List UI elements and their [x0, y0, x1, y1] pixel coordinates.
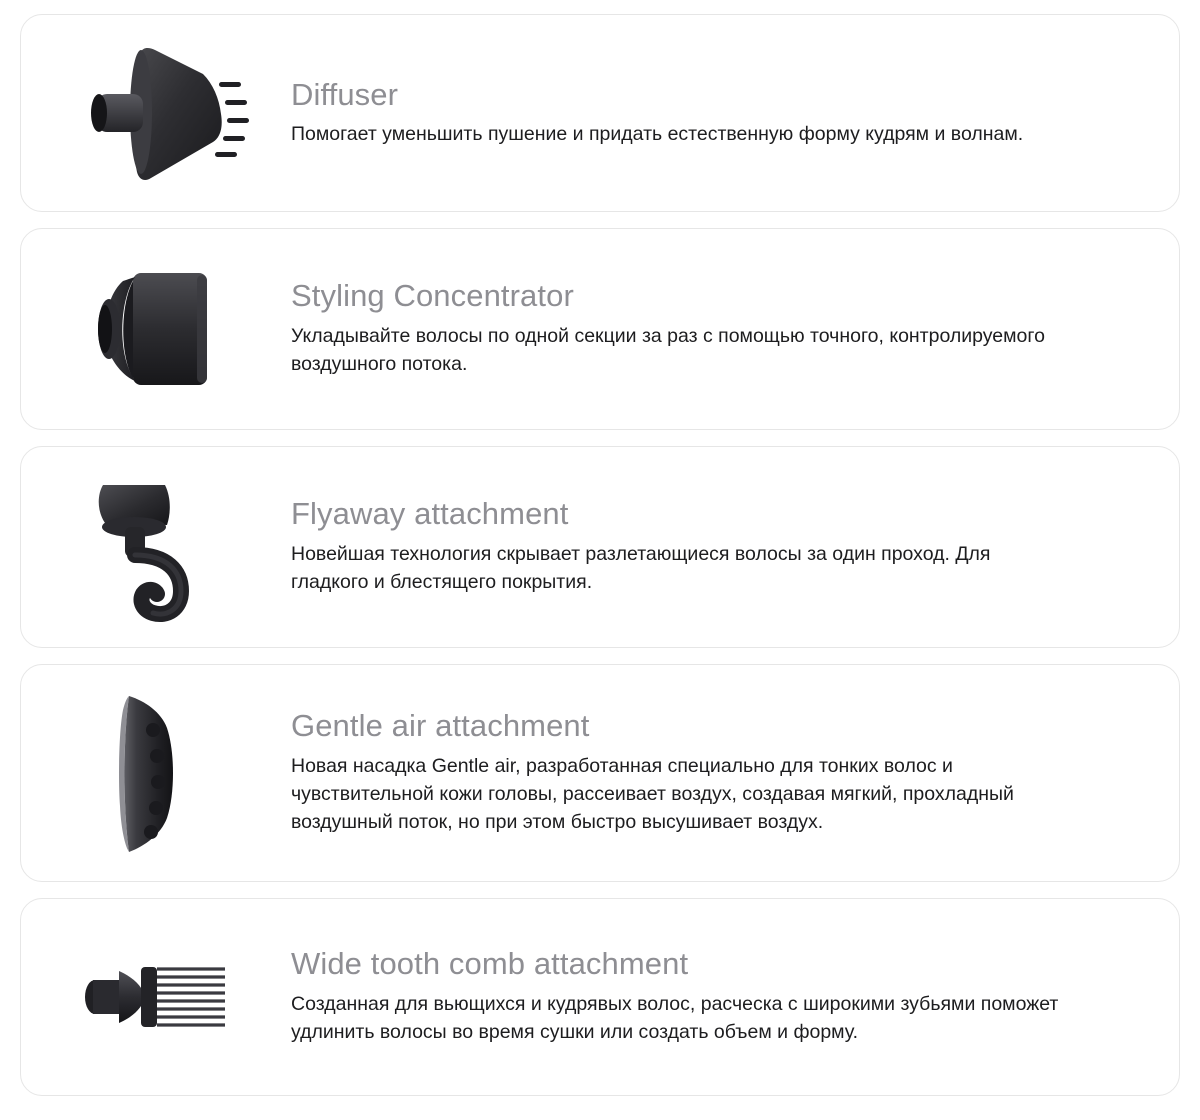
attachment-description: Новая насадка Gentle air, разработанная специально для тонких волос и чувствительной кожи головы, рассеивает воздух, создавая мягкий, прохладный воздушный поток, но при этом быстро высушивает воздух.: [291, 754, 1014, 834]
attachment-image-flyaway: [39, 467, 291, 627]
attachment-description: Помогает уменьшить пушение и придать естественную форму кудрям и волнам.: [291, 123, 1024, 146]
diffuser-attachment-icon: [75, 38, 255, 188]
attachment-description: Созданная для вьющихся и кудрявых волос, расческа с широкими зубьями поможет удлинить волосы во время сушки или создать объем и форму.: [291, 993, 1059, 1044]
attachment-title: Flyaway attachment: [291, 496, 569, 532]
attachment-description: Новейшая технология скрывает разлетающиеся волосы за один проход. Для гладкого и блестящего покрытия.: [291, 543, 991, 594]
attachment-image-diffuser: [39, 38, 291, 188]
attachment-card-diffuser[interactable]: [20, 14, 1180, 212]
attachment-title: Wide tooth comb attachment: [291, 946, 689, 982]
attachment-card-gentle-air[interactable]: [20, 664, 1180, 882]
attachment-title: Diffuser: [291, 76, 399, 112]
attachment-text-gentle-air: [291, 709, 1161, 837]
attachment-text-flyaway: [291, 497, 1161, 596]
attachment-image-wide-tooth-comb: [39, 937, 291, 1057]
gentle-air-attachment-icon: [75, 686, 255, 861]
wide-tooth-comb-attachment-icon: [75, 937, 255, 1057]
styling-concentrator-attachment-icon: [75, 259, 255, 399]
flyaway-attachment-icon: [75, 467, 255, 627]
attachment-card-styling-concentrator[interactable]: [20, 228, 1180, 430]
attachment-text-diffuser: [291, 78, 1161, 149]
attachment-text-wide-tooth-comb: [291, 947, 1161, 1046]
attachment-title: Styling Concentrator: [291, 278, 574, 314]
attachment-image-styling-concentrator: [39, 259, 291, 399]
attachment-text-styling-concentrator: [291, 279, 1161, 378]
attachment-card-wide-tooth-comb[interactable]: [20, 898, 1180, 1096]
attachment-image-gentle-air: [39, 686, 291, 861]
attachment-title: Gentle air attachment: [291, 708, 590, 744]
attachment-description: Укладывайте волосы по одной секции за раз с помощью точного, контролируемого воздушного потока.: [291, 325, 1045, 376]
attachment-card-flyaway[interactable]: [20, 446, 1180, 648]
